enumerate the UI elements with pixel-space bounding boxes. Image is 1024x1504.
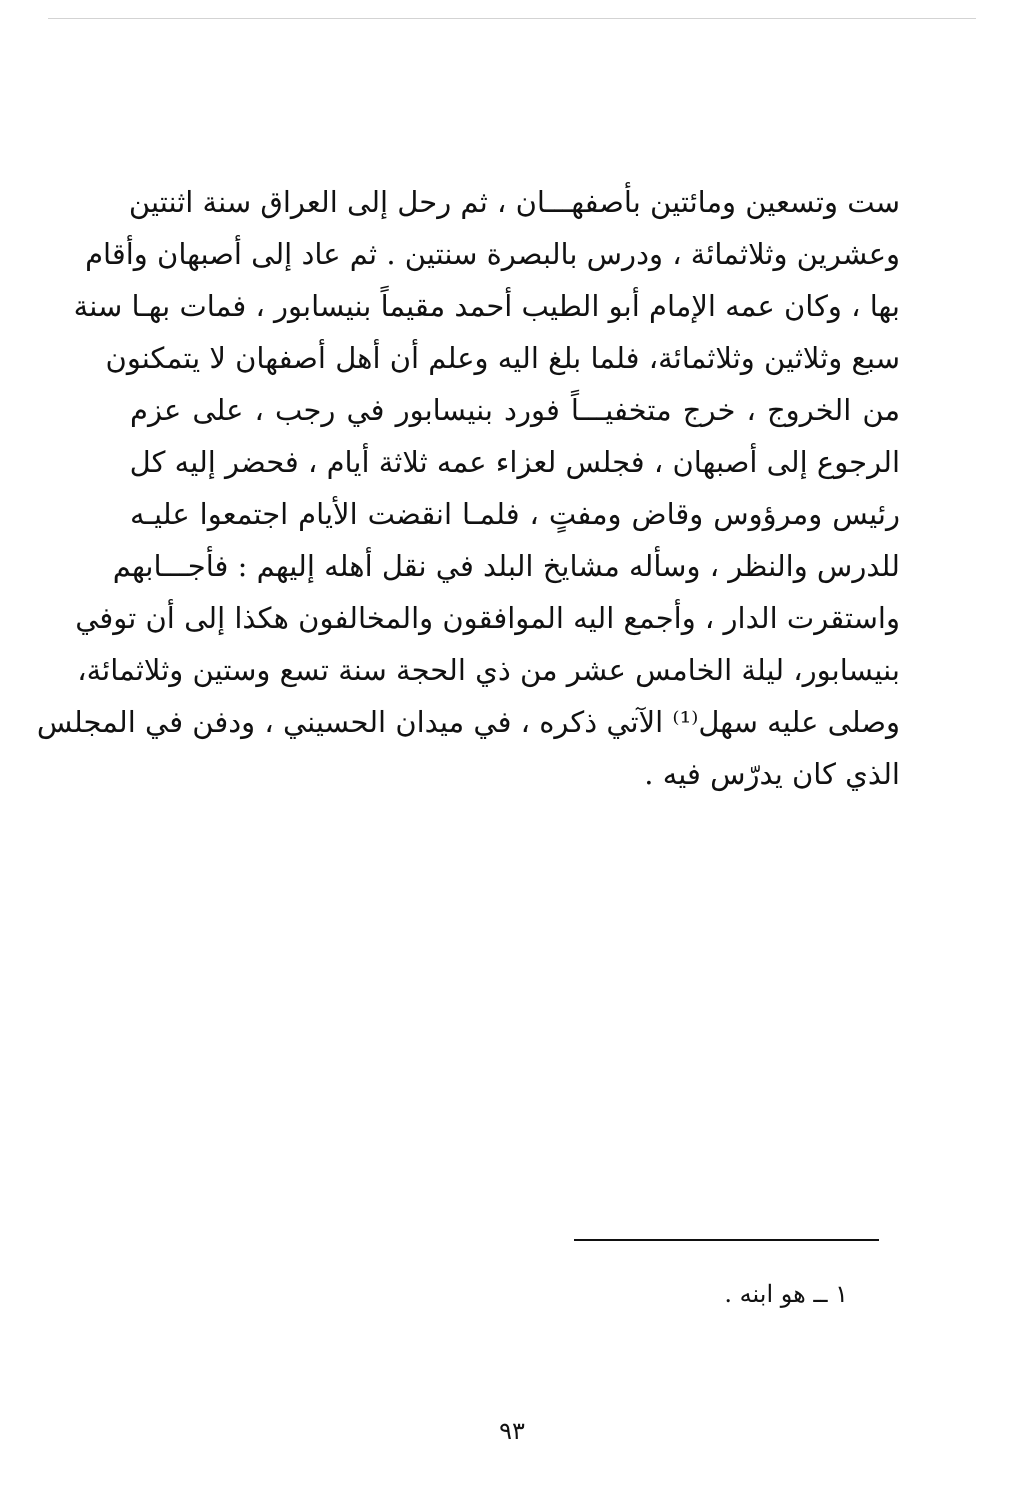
text-line: من الخروج ، خرج متخفيـــاً فورد بنيسابور في رجب ، على عزم — [130, 393, 900, 427]
text-line: بنيسابور، ليلة الخامس عشر من ذي الحجة سنة تسع وستين وثلاثمائة، — [77, 653, 900, 687]
text-line: واستقرت الدار ، وأجمع اليه الموافقون والمخالفون هكذا إلى أن توفي — [75, 601, 900, 635]
main-text-block — [36, 176, 900, 800]
text-line: الرجوع إلى أصبهان ، فجلس لعزاء عمه ثلاثة أيام ، فحضر إليه كل — [129, 445, 900, 479]
text-line: رئيس ومرؤوس وقاض ومفتٍ ، فلمـا انقضت الأيام اجتمعوا عليـه — [130, 497, 900, 531]
top-divider — [48, 18, 976, 19]
footnote-divider — [574, 1239, 879, 1241]
text-line: للدرس والنظر ، وسأله مشايخ البلد في نقل أهله إليهم : فأجـــابهم — [112, 549, 900, 583]
text-line: ست وتسعين ومائتين بأصفهـــان ، ثم رحل إلى العراق سنة اثنتين — [128, 185, 900, 219]
text-line: الذي كان يدرّس فيه . — [644, 757, 900, 791]
text-line: سبع وثلاثين وثلاثمائة، فلما بلغ اليه وعلم أن أهل أصفهان لا يتمكنون — [105, 341, 900, 375]
page-number: ٩٣ — [499, 1417, 525, 1445]
text-line: وعشرين وثلاثمائة ، ودرس بالبصرة سنتين . ثم عاد إلى أصبهان وأقام — [85, 237, 900, 271]
text-line: بها ، وكان عمه الإمام أبو الطيب أحمد مقيماً بنيسابور ، فمات بهـا سنة — [73, 289, 900, 323]
footnote: ١ ــ هو ابنه . — [724, 1280, 848, 1308]
text-line: وصلى عليه سهل⁽¹⁾ الآتي ذكره ، في ميدان الحسيني ، ودفن في المجلس — [36, 705, 900, 739]
